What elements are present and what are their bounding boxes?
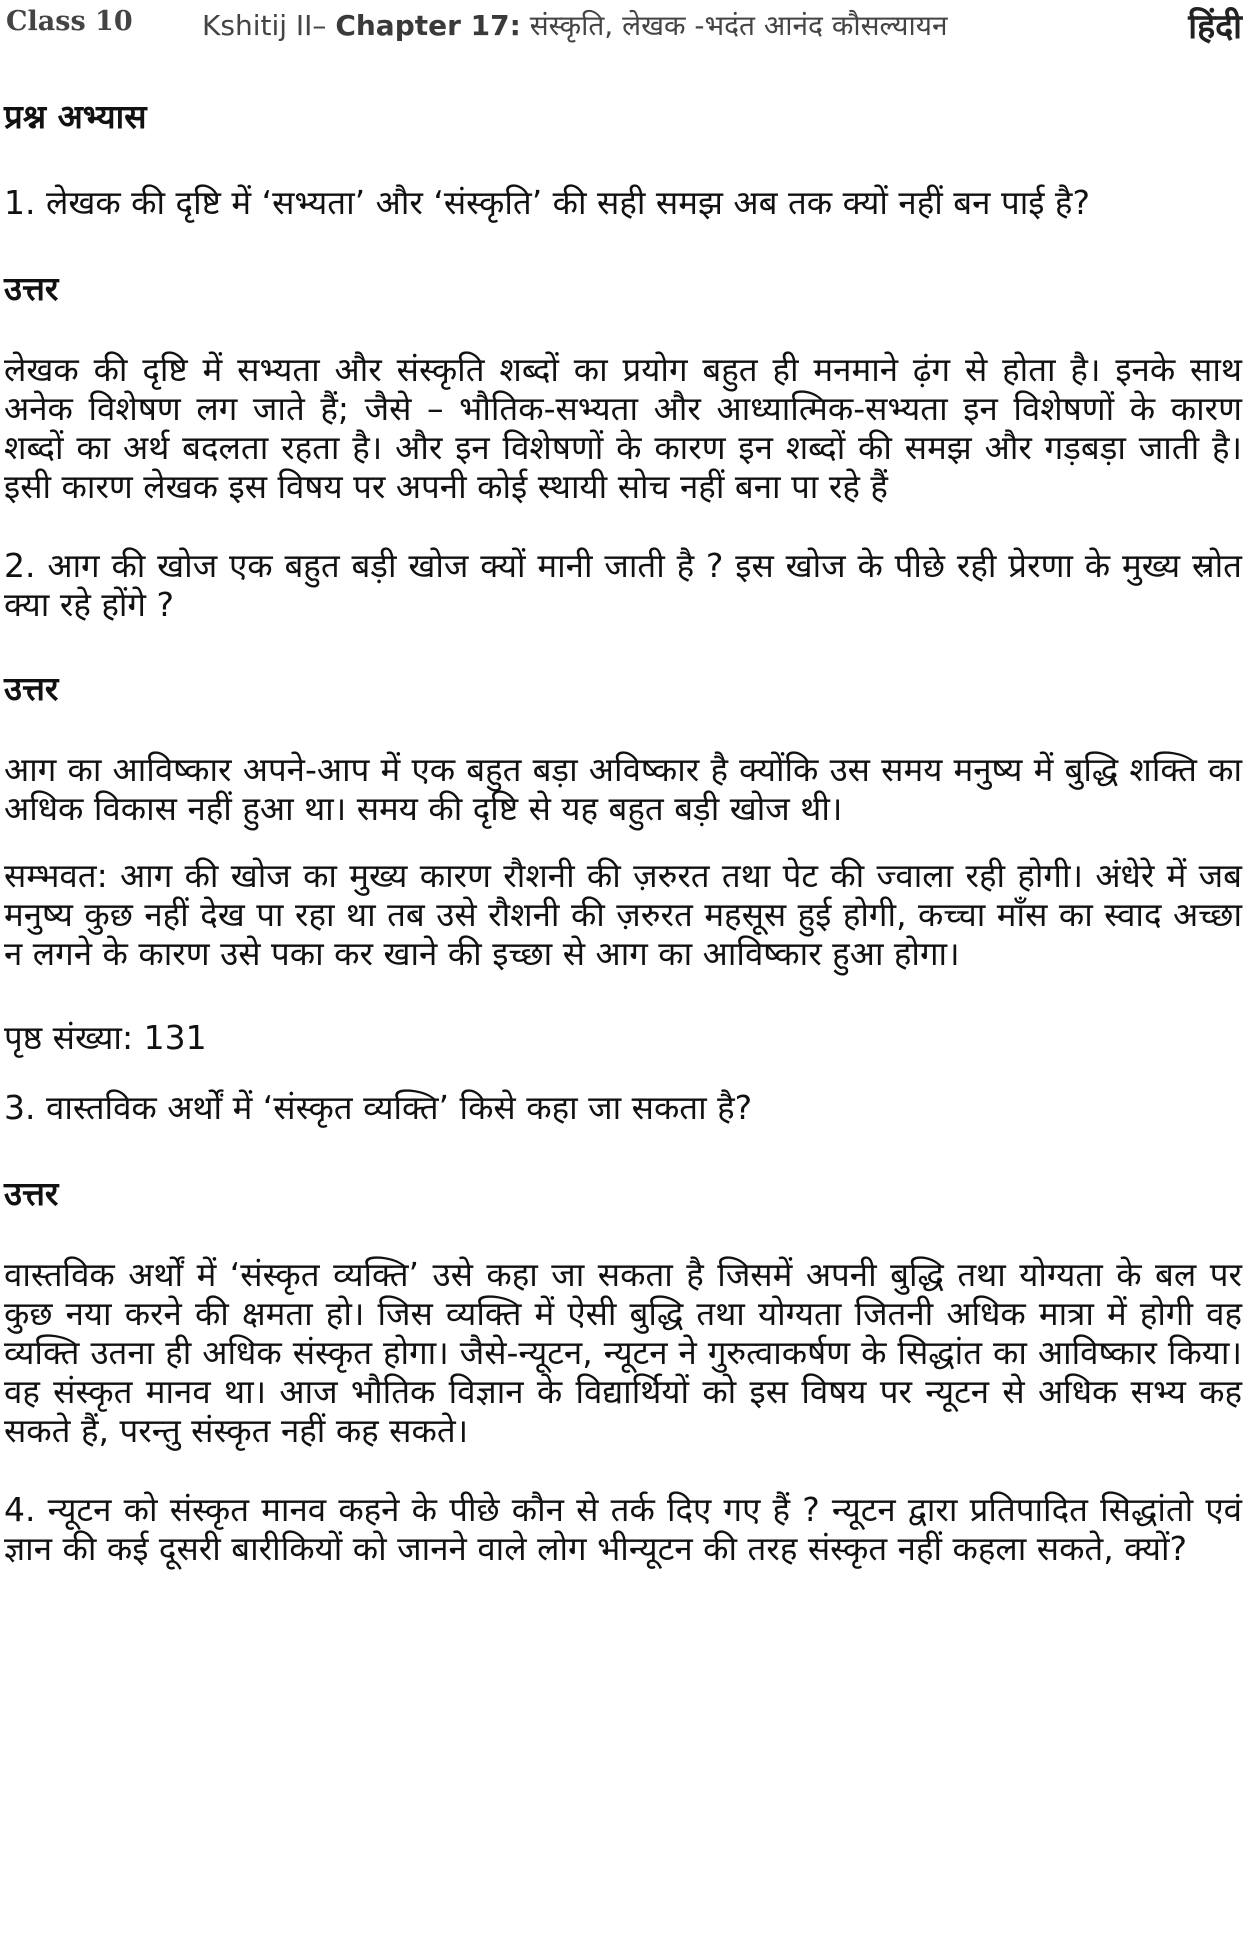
book-name: Kshitij II– bbox=[202, 9, 336, 42]
question-3: 3. वास्तविक अर्थों में ‘संस्कृत व्यक्ति’ किसे कहा जा सकता है? bbox=[4, 1088, 753, 1127]
answer-2-text-2: सम्भवत: आग की खोज का मुख्य कारण रौशनी की ज़रुरत तथा पेट की ज्वाला रही होगी। अंधेरे में जब मनुष्य कुछ नहीं देख पा रहा था तब उसे रौशनी की ज़रुरत महसूस हुई होगी, कच्चा माँस का स्वाद अच्छा न लगने के कारण उसे पका कर खाने की इच्छा से आग का आविष्कार हुआ होगा। bbox=[4, 856, 1242, 973]
page-number: पृष्ठ संख्या: 131 bbox=[4, 1018, 207, 1057]
subject-label: हिंदी bbox=[1188, 7, 1242, 47]
question-1: 1. लेखक की दृष्टि में ‘सभ्यता’ और ‘संस्कृति’ की सही समझ अब तक क्यों नहीं बन पाई है? bbox=[4, 183, 1090, 222]
chapter-label: Chapter 17: bbox=[335, 9, 521, 42]
page-content bbox=[4, 92, 1242, 1568]
chapter-title: संस्कृति, लेखक -भदंत आनंद कौसल्यायन bbox=[520, 9, 948, 42]
answer-1-label: उत्तर bbox=[4, 269, 59, 308]
answer-3-label: उत्तर bbox=[4, 1174, 59, 1213]
answer-3-text: वास्तविक अर्थों में ‘संस्कृत व्यक्ति’ उसे कहा जा सकता है जिसमें अपनी बुद्धि तथा योग्यता के बल पर कुछ नया करने की क्षमता हो। जिस व्यक्ति में ऐसी बुद्धि तथा योग्यता जितनी अधिक मात्रा में होगी वह व्यक्ति उतना ही अधिक संस्कृत होगा। जैसे-न्यूटन, न्यूटन ने गुरुत्वाकर्षण के सिद्धांत का आविष्कार किया। वह संस्कृत मानव था। आज भौतिक विज्ञान के विद्यार्थियों को इस विषय पर न्यूटन से अधिक सभ्य कह सकते हैं, परन्तु संस्कृत नहीं कह सकते। bbox=[4, 1255, 1242, 1450]
answer-1-text: लेखक की दृष्टि में सभ्यता और संस्कृति शब्दों का प्रयोग बहुत ही मनमाने ढ़ंग से होता है। इनके साथ अनेक विशेषण लग जाते हैं; जैसे – भौतिक-सभ्यता और आध्यात्मिक-सभ्यता इन विशेषणों के कारण शब्दों का अर्थ बदलता रहता है। और इन विशेषणों के कारण इन शब्दों की समझ और गड़बड़ा जाती है। इसी कारण लेखक इस विषय पर अपनी कोई स्थायी सोच नहीं बना पा रहे हैं bbox=[4, 350, 1242, 506]
question-4: 4. न्यूटन को संस्कृत मानव कहने के पीछे कौन से तर्क दिए गए हैं ? न्यूटन द्वारा प्रतिपादित सिद्धांतो एवं ज्ञान की कई दूसरी बारीकियों को जानने वाले लोग भीन्यूटन की तरह संस्कृत नहीं कहला सकते, क्यों? bbox=[4, 1490, 1242, 1568]
question-2: 2. आग की खोज एक बहुत बड़ी खोज क्यों मानी जाती है ? इस खोज के पीछे रही प्रेरणा के मुख्य स्रोत क्या रहे होंगे ? bbox=[4, 546, 1242, 624]
answer-2-label: उत्तर bbox=[4, 669, 59, 708]
answer-2-text-1: आग का आविष्कार अपने-आप में एक बहुत बड़ा अविष्कार है क्योंकि उस समय मनुष्य में बुद्धि शक्ति का अधिक विकास नहीं हुआ था। समय की दृष्टि से यह बहुत बड़ी खोज थी। bbox=[4, 750, 1242, 828]
class-label: Class 10 bbox=[6, 6, 133, 37]
section-title: प्रश्न अभ्यास bbox=[4, 97, 147, 136]
chapter-heading bbox=[202, 6, 948, 44]
page-header bbox=[6, 0, 1242, 56]
